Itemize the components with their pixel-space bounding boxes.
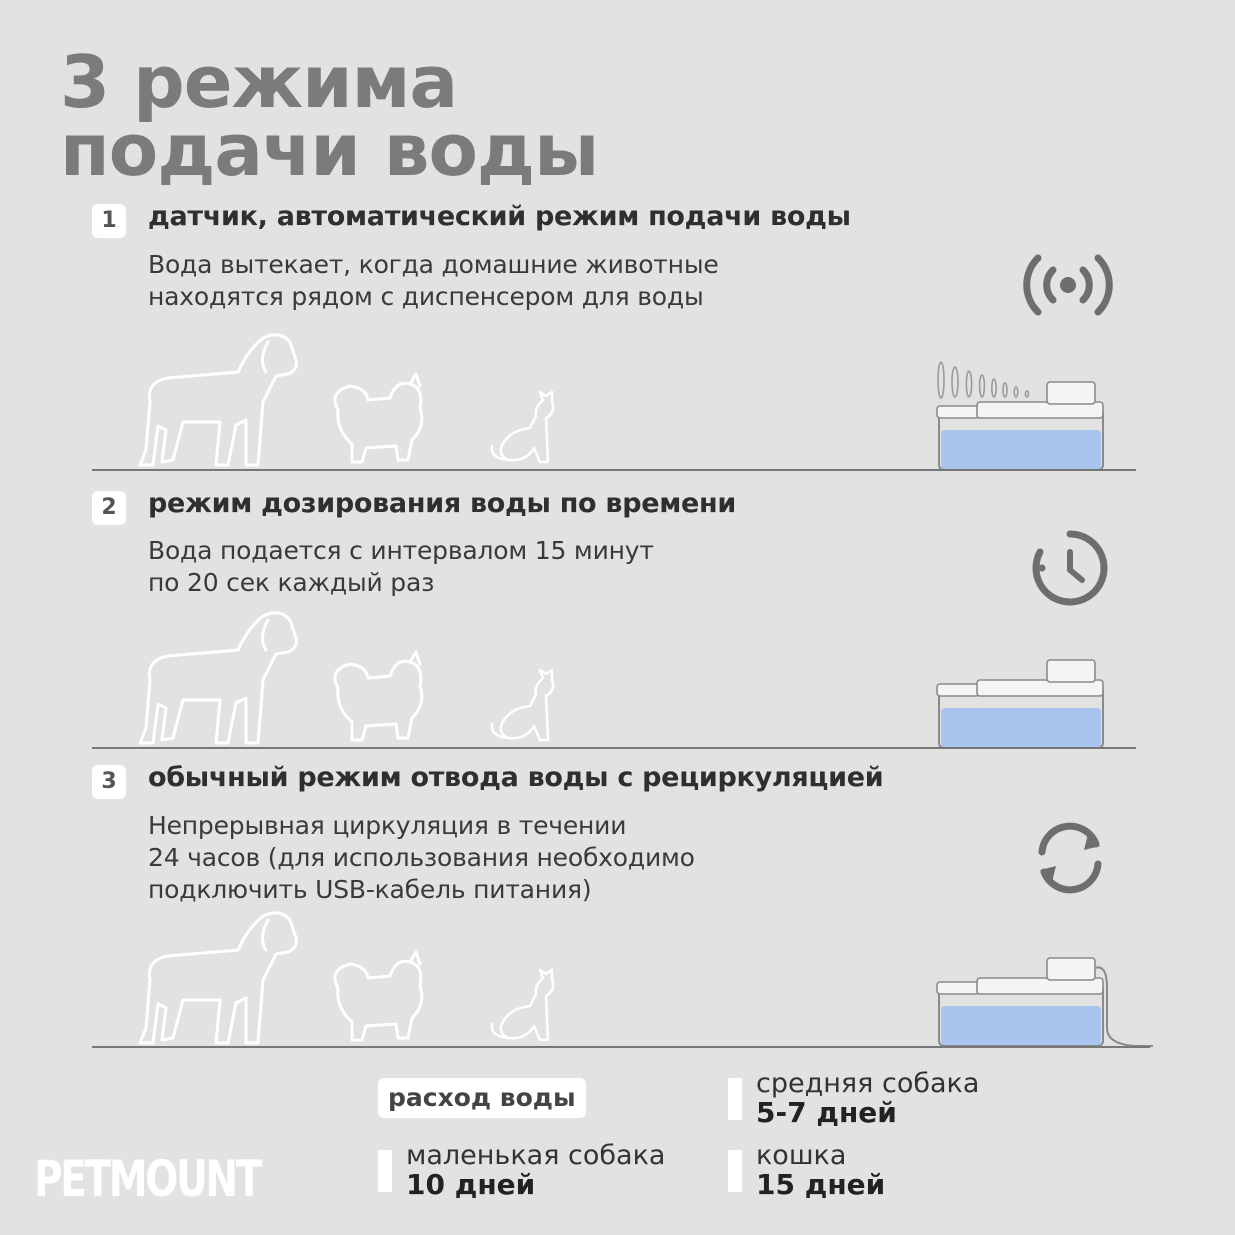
mode-number-1: 1	[92, 204, 126, 238]
usage-value: 15 дней	[756, 1168, 886, 1201]
recycle-icon	[1030, 822, 1110, 894]
mode-3-desc-line-2: 24 часов (для использования необходимо	[148, 843, 695, 872]
usage-value: 5-7 дней	[756, 1096, 897, 1129]
mode-heading-2: режим дозирования воды по времени	[148, 488, 736, 519]
usage-marker	[728, 1078, 742, 1120]
fountain-timer-illustration	[935, 630, 1115, 750]
mode-description-1	[148, 249, 719, 313]
pets-illustration-1	[128, 330, 578, 470]
mode-1-desc-line-2: находятся рядом с диспенсером для воды	[148, 282, 704, 311]
page-title	[60, 40, 599, 192]
mode-3-desc-line-1: Непрерывная циркуляция в течении	[148, 811, 627, 840]
dog-small-icon	[335, 374, 422, 462]
usage-marker	[378, 1150, 392, 1192]
mode-description-3	[148, 810, 695, 906]
dog-large-icon	[140, 913, 296, 1043]
mode-heading-1: датчик, автоматический режим подачи воды	[148, 201, 851, 232]
mode-description-2	[148, 535, 654, 599]
pets-illustration-3	[128, 908, 578, 1048]
usage-value: 10 дней	[406, 1168, 536, 1201]
pets-illustration-2	[128, 608, 578, 748]
title-line-2: подачи воды	[60, 108, 599, 192]
sensor-icon	[1020, 252, 1116, 318]
divider-1	[92, 469, 1136, 471]
mode-1-desc-line-1: Вода вытекает, когда домашние животные	[148, 250, 719, 279]
title-line-1: 3 режима	[60, 40, 458, 124]
clock-icon	[1030, 528, 1110, 608]
water-usage-badge: расход воды	[378, 1078, 586, 1118]
mode-number-3: 3	[92, 765, 126, 799]
mode-3-desc-line-3: подключить USB-кабель питания)	[148, 875, 592, 904]
usage-marker	[728, 1150, 742, 1192]
usage-label: маленькая собака	[406, 1140, 666, 1171]
usage-label: кошка	[756, 1140, 847, 1171]
mode-2-desc-line-1: Вода подается с интервалом 15 минут	[148, 536, 654, 565]
brand-logo: PETMOUNT	[34, 1150, 260, 1208]
dog-large-icon	[140, 613, 296, 743]
fountain-sensor-illustration	[935, 352, 1115, 472]
cat-icon	[492, 970, 553, 1040]
dog-small-icon	[335, 652, 422, 740]
fountain-recirculation-illustration	[935, 928, 1160, 1050]
dog-small-icon	[335, 952, 422, 1040]
cat-icon	[492, 392, 553, 462]
divider-2	[92, 747, 1136, 749]
mode-heading-3: обычный режим отвода воды с рециркуляцией	[148, 762, 884, 793]
cat-icon	[492, 670, 553, 740]
mode-2-desc-line-2: по 20 сек каждый раз	[148, 568, 435, 597]
divider-3	[92, 1046, 1150, 1048]
usage-label: средняя собака	[756, 1068, 980, 1099]
mode-number-2: 2	[92, 491, 126, 525]
dog-large-icon	[140, 335, 296, 465]
